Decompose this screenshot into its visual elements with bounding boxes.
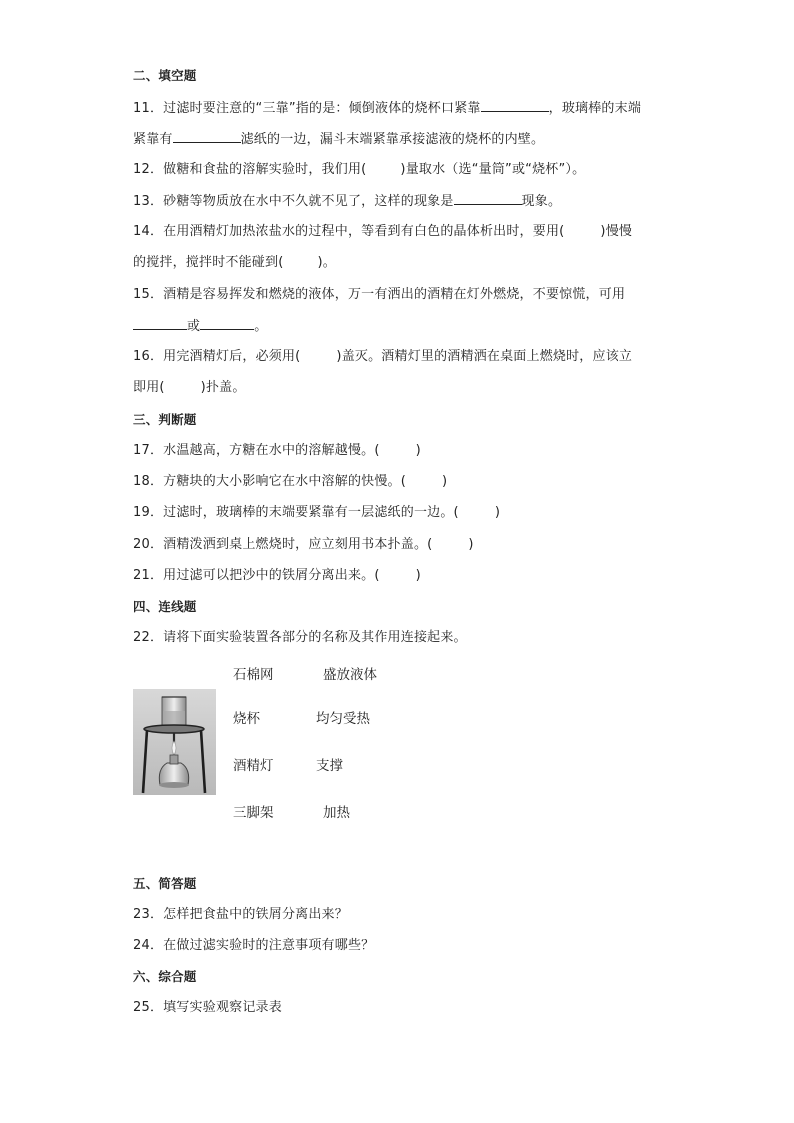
question-17 bbox=[133, 442, 421, 460]
section-heading-judge: 三、判断题 bbox=[133, 412, 197, 427]
question-15-line-1 bbox=[133, 286, 625, 304]
q18-text: 18．方糖块的大小影响它在水中溶解的快慢。( bbox=[133, 474, 407, 489]
section-heading-match: 四、连线题 bbox=[133, 599, 197, 614]
q15-text-c: 。 bbox=[254, 319, 268, 334]
question-14-line-1 bbox=[133, 223, 632, 241]
q20-text: 20．酒精泼洒到桌上燃烧时，应立刻用书本扑盖。( bbox=[133, 537, 433, 552]
q11-text-c: 紧靠有 bbox=[133, 132, 173, 147]
match-left-item-2[interactable]: 烧杯 bbox=[233, 711, 260, 727]
q15-blank-2[interactable] bbox=[200, 317, 254, 330]
section-heading-short: 五、简答题 bbox=[133, 876, 197, 891]
q12-text-b: )量取水（选“量筒”或“烧杯”）。 bbox=[400, 162, 586, 177]
question-24: 24．在做过滤实验时的注意事项有哪些？ bbox=[133, 938, 375, 953]
question-19 bbox=[133, 504, 500, 522]
q16-text-a: 16．用完酒精灯后，必须用( bbox=[133, 349, 301, 364]
q16-text-b: )盖灭。酒精灯里的酒精洒在桌面上燃烧时，应该立 bbox=[336, 349, 633, 364]
apparatus-illustration bbox=[133, 689, 216, 795]
q20-close: ) bbox=[468, 537, 474, 552]
q16-text-d: )扑盖。 bbox=[200, 380, 246, 395]
question-11-line-2 bbox=[133, 130, 544, 149]
match-right-item-3[interactable]: 支撑 bbox=[316, 758, 343, 774]
match-left-item-1[interactable]: 石棉网 bbox=[233, 667, 274, 683]
q11-text-b: ，玻璃棒的末端 bbox=[548, 101, 642, 116]
question-22: 22．请将下面实验装置各部分的名称及其作用连接起来。 bbox=[133, 630, 467, 645]
question-25: 25．填写实验观察记录表 bbox=[133, 1000, 282, 1015]
match-left-item-4[interactable]: 三脚架 bbox=[233, 805, 274, 821]
q14-text-d: )。 bbox=[317, 255, 336, 270]
section-heading-fill: 二、填空题 bbox=[133, 68, 197, 83]
q13-text-b: 现象。 bbox=[521, 194, 562, 209]
q19-close: ) bbox=[494, 505, 501, 520]
q15-text-b: 或 bbox=[187, 319, 201, 334]
q17-text: 17．水温越高，方糖在水中的溶解越慢。( bbox=[133, 443, 380, 458]
match-right-item-2[interactable]: 均匀受热 bbox=[316, 711, 370, 727]
q14-text-c: 的搅拌，搅拌时不能碰到( bbox=[133, 255, 284, 270]
q17-close: ) bbox=[415, 443, 421, 458]
q18-close: ) bbox=[442, 474, 448, 489]
q21-text: 21．用过滤可以把沙中的铁屑分离出来。( bbox=[133, 568, 380, 583]
q11-blank-1[interactable] bbox=[481, 99, 549, 112]
q15-text-a: 15．酒精是容易挥发和燃烧的液体，万一有洒出的酒精在灯外燃烧，不要惊慌，可用 bbox=[133, 287, 626, 302]
question-23: 23．怎样把食盐中的铁屑分离出来？ bbox=[133, 907, 348, 922]
question-20 bbox=[133, 536, 474, 554]
question-16-line-1 bbox=[133, 348, 632, 366]
question-14-line-2 bbox=[133, 254, 336, 272]
q11-text-d: 滤纸的一边，漏斗末端紧靠承接滤液的烧杯的内壁。 bbox=[240, 132, 545, 147]
q14-text-b: )慢慢 bbox=[600, 224, 633, 239]
match-right-item-4[interactable]: 加热 bbox=[323, 805, 350, 821]
q13-text-a: 13．砂糖等物质放在水中不久就不见了，这样的现象是 bbox=[133, 194, 454, 209]
question-11-line-1 bbox=[133, 99, 641, 118]
q13-blank[interactable] bbox=[454, 192, 522, 205]
question-21 bbox=[133, 567, 421, 585]
q11-blank-2[interactable] bbox=[173, 130, 241, 143]
match-left-item-3[interactable]: 酒精灯 bbox=[233, 758, 274, 774]
q14-text-a: 14．在用酒精灯加热浓盐水的过程中，等看到有白色的晶体析出时，要用( bbox=[133, 224, 565, 239]
q15-blank-1[interactable] bbox=[133, 317, 187, 330]
q16-text-c: 即用( bbox=[133, 380, 165, 395]
q21-close: ) bbox=[415, 568, 421, 583]
question-16-line-2 bbox=[133, 379, 246, 397]
question-13 bbox=[133, 192, 561, 211]
question-18 bbox=[133, 473, 447, 491]
section-heading-comp: 六、综合题 bbox=[133, 969, 197, 984]
q12-text-a: 12．做糖和食盐的溶解实验时，我们用( bbox=[133, 162, 367, 177]
question-12 bbox=[133, 161, 585, 179]
q11-text-a: 11．过滤时要注意的“三靠”指的是：倾倒液体的烧杯口紧靠 bbox=[133, 101, 481, 116]
question-15-line-2 bbox=[133, 317, 267, 336]
match-right-item-1[interactable]: 盛放液体 bbox=[323, 667, 377, 683]
q19-text: 19．过滤时，玻璃棒的末端要紧靠有一层滤纸的一边。( bbox=[133, 505, 459, 520]
apparatus-photo bbox=[133, 689, 216, 795]
